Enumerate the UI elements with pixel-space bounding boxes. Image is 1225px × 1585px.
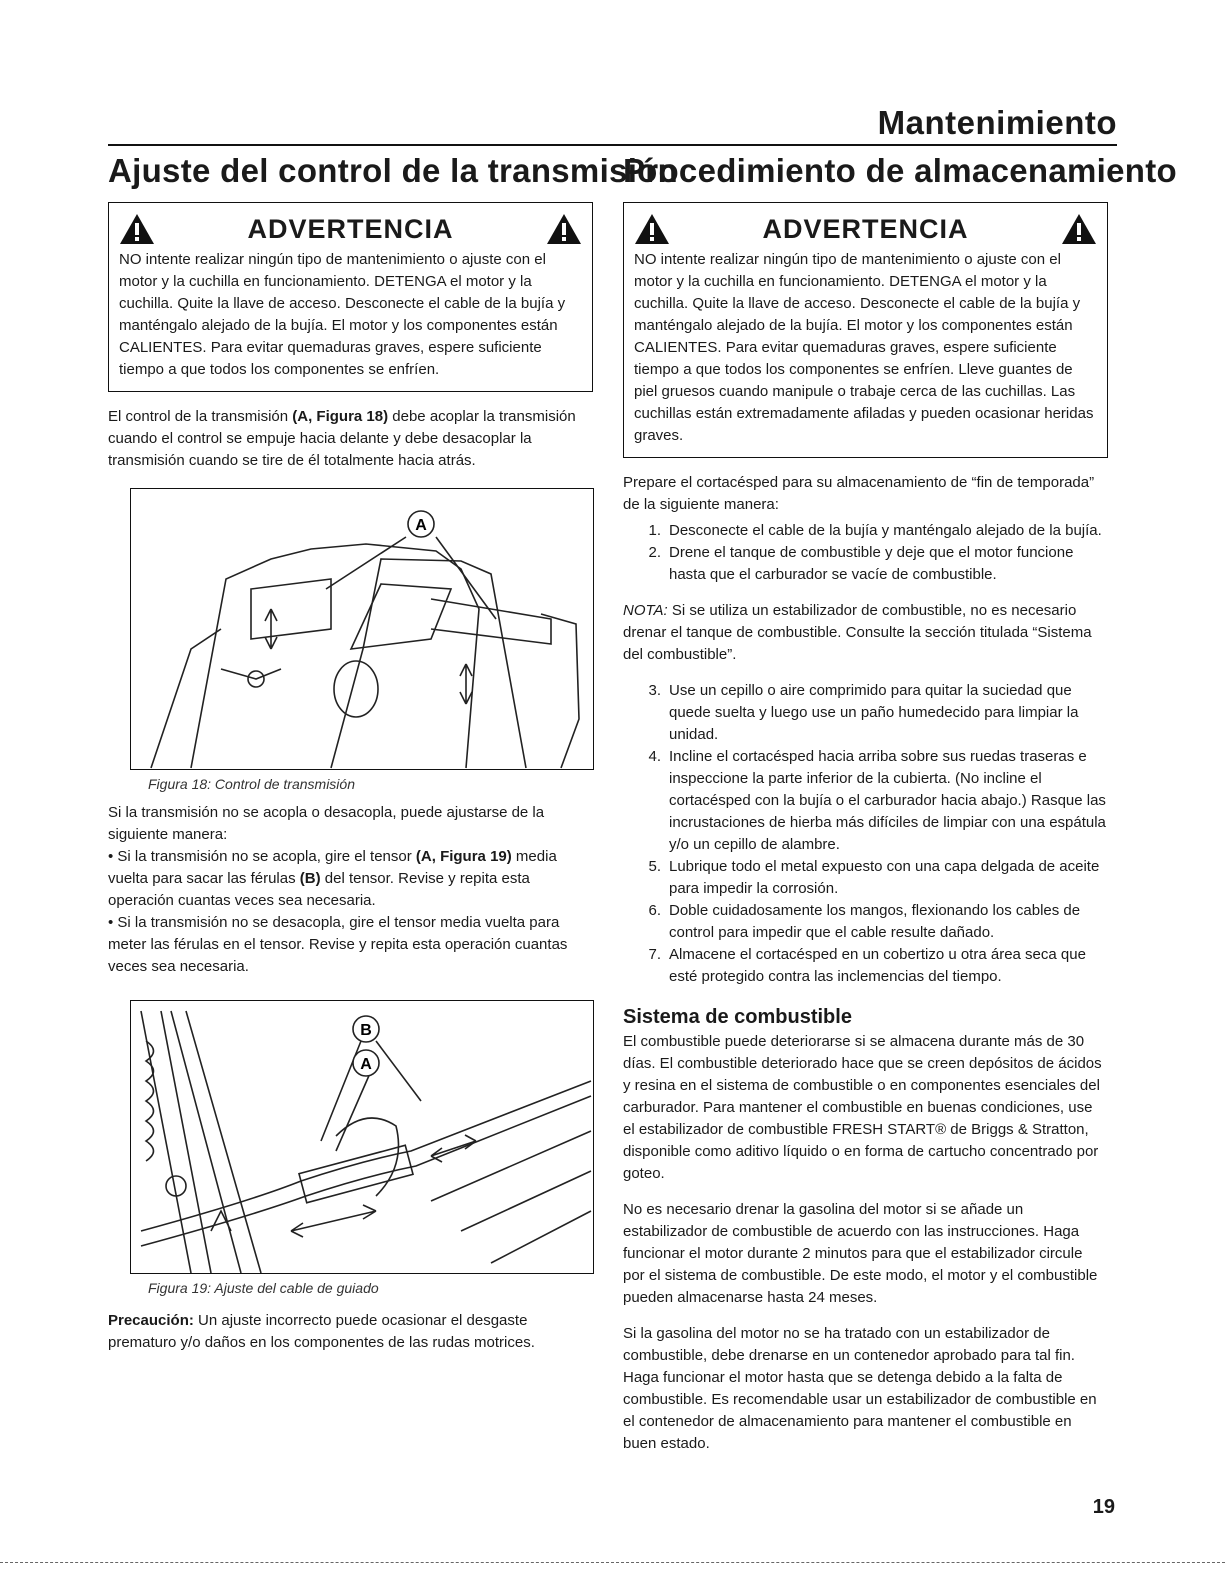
storage-intro: Prepare el cortacésped para su almacenamiento de “fin de temporada” de la siguiente manera:	[623, 474, 1095, 513]
section-header: Mantenimiento	[877, 104, 1117, 141]
callout-a-label: A	[360, 1056, 372, 1073]
list-item: 6. Doble cuidadosamente los mangos, flexionando los cables de control para impedir que el cable resulte dañado.	[648, 902, 1081, 941]
list-item: 5. Lubrique todo el metal expuesto con una capa delgada de aceite para impedir la corrosión.	[648, 858, 1100, 897]
figure-19	[130, 1000, 594, 1274]
storage-steps-b	[623, 680, 1108, 988]
bullet-disengage: • Si la transmisión no se desacopla, gire el tensor media vuelta para meter las férulas en el tensor. Revise y repita esta operación cuantas veces sea necesaria.	[108, 914, 568, 975]
figure-18-caption: Figura 18: Control de transmisión	[148, 776, 355, 792]
warning-triangle-icon	[1061, 213, 1097, 245]
callout-a-label: A	[415, 517, 427, 534]
warning-title: ADVERTENCIA	[762, 214, 969, 244]
warning-header	[634, 209, 1097, 249]
warning-text: NO intente realizar ningún tipo de mantenimiento o ajuste con el motor y la cuchilla en funcionamiento. DETENGA el motor y la cuchilla. Quite la llave de acceso. Desconecte el cable de la bujía y manténgalo alejado de la bujía. El motor y los componentes están CALIENTES. Para evitar quemaduras graves, espere suficiente tiempo a que todos los componentes se enfríen. Lleve guantes de piel gruesos cuando manipule o trabaje cerca de las cuchillas. Las cuchillas están extremadamente afiladas y pueden ocasionar heridas graves.	[634, 251, 1094, 444]
list-item: 2. Drene el tanque de combustible y deje que el motor funcione hasta que el carburador se vacíe de combustible.	[648, 544, 1074, 583]
warning-triangle-icon	[119, 213, 155, 245]
right-title: Procedimiento de almacenamiento	[623, 152, 1177, 189]
bullet-engage: • Si la transmisión no se acopla, gire el tensor (A, Figura 19) media vuelta para sacar las férulas (B) del tensor. Revise y repita esta operación cuantas veces sea necesaria.	[108, 848, 557, 909]
fuel-system-heading: Sistema de combustible	[623, 1006, 852, 1028]
list-item: 4. Incline el cortacésped hacia arriba sobre sus ruedas traseras e inspeccione la parte inferior de la cubierta. (No incline el cortacésped con la bujía o el carburador hacia abajo.) Rasque las incrustaciones de hierba más difíciles de limpiar con una espátula y/o un cepillo de alambre.	[648, 748, 1106, 853]
adjust-intro: Si la transmisión no se acopla o desacopla, puede ajustarse de la siguiente manera:	[108, 804, 545, 843]
left-column	[108, 152, 679, 1354]
list-item: 1. Desconecte el cable de la bujía y manténgalo alejado de la bujía.	[648, 522, 1102, 539]
fuel-paragraph-3: Si la gasolina del motor no se ha tratado con un estabilizador de combustible, debe drenarse en un contenedor aprobado para tal fin. Haga funcionar el motor hasta que se detenga debido a la falta de combustible. Es recomendable usar un estabilizador de combustible en el contenedor de almacenamiento para mantener el combustible en buen estado.	[623, 1325, 1097, 1452]
transmission-intro: El control de la transmisión (A, Figura 18) debe acoplar la transmisión cuando el control se empuje hacia delante y debe desacoplar la transmisión cuando se tire de él totalmente hacia atrás.	[108, 408, 576, 469]
note-text: NOTA: Si se utiliza un estabilizador de combustible, no es necesario drenar el tanque de combustible. Consulte la sección titulada “Sistema del combustible”.	[623, 602, 1092, 663]
right-warning-box	[623, 202, 1108, 458]
caution-text: Precaución: Un ajuste incorrecto puede ocasionar el desgaste prematuro y/o daños en los componentes de las rudas motrices.	[108, 1312, 535, 1351]
storage-steps-a	[623, 520, 1108, 586]
figure-19-caption: Figura 19: Ajuste del cable de guiado	[148, 1280, 379, 1296]
transmission-control-illustration	[131, 489, 593, 769]
figure-18	[130, 488, 594, 770]
warning-header	[119, 209, 582, 249]
fuel-paragraph-1: El combustible puede deteriorarse si se almacena durante más de 30 días. El combustible deteriorado hace que se creen depósitos de ácidos y resina en el sistema de combustible o en componentes esenciales del carburador. Para mantener el combustible en buenas condiciones, use el estabilizador de combustible FRESH START® de Briggs & Stratton, disponible como aditivo líquido o en forma de cartucho concentrado por goteo.	[623, 1033, 1102, 1182]
cable-adjust-illustration	[131, 1001, 593, 1273]
scan-edge-line	[0, 1562, 1225, 1563]
warning-triangle-icon	[546, 213, 582, 245]
list-item: 7. Almacene el cortacésped en un cobertizo u otra área seca que esté protegido contra las inclemencias del tiempo.	[648, 946, 1086, 985]
page-number: 19	[1092, 1496, 1115, 1518]
left-title: Ajuste del control de la transmisión	[108, 152, 679, 189]
fuel-paragraph-2: No es necesario drenar la gasolina del motor si se añade un estabilizador de combustible de acuerdo con las instrucciones. Haga funcionar el motor durante 2 minutos para que el estabilizador circule por el sistema de combustible. De este modo, el motor y el combustible pueden almacenarse hasta 24 meses.	[623, 1201, 1098, 1306]
warning-text: NO intente realizar ningún tipo de mantenimiento o ajuste con el motor y la cuchilla en funcionamiento. DETENGA el motor y la cuchilla. Quite la llave de acceso. Desconecte el cable de la bujía y manténgalo alejado de la bujía. El motor y los componentes están CALIENTES. Para evitar quemaduras graves, espere suficiente tiempo a que todos los componentes se enfríen.	[119, 251, 566, 378]
list-item: 3. Use un cepillo o aire comprimido para quitar la suciedad que quede suelta y luego use un paño humedecido para limpiar la unidad.	[648, 682, 1079, 743]
header-rule	[108, 144, 1117, 146]
warning-triangle-icon	[634, 213, 670, 245]
callout-b-label: B	[360, 1022, 372, 1039]
left-warning-box	[108, 202, 593, 392]
warning-title: ADVERTENCIA	[247, 214, 454, 244]
right-column	[623, 152, 1177, 1455]
